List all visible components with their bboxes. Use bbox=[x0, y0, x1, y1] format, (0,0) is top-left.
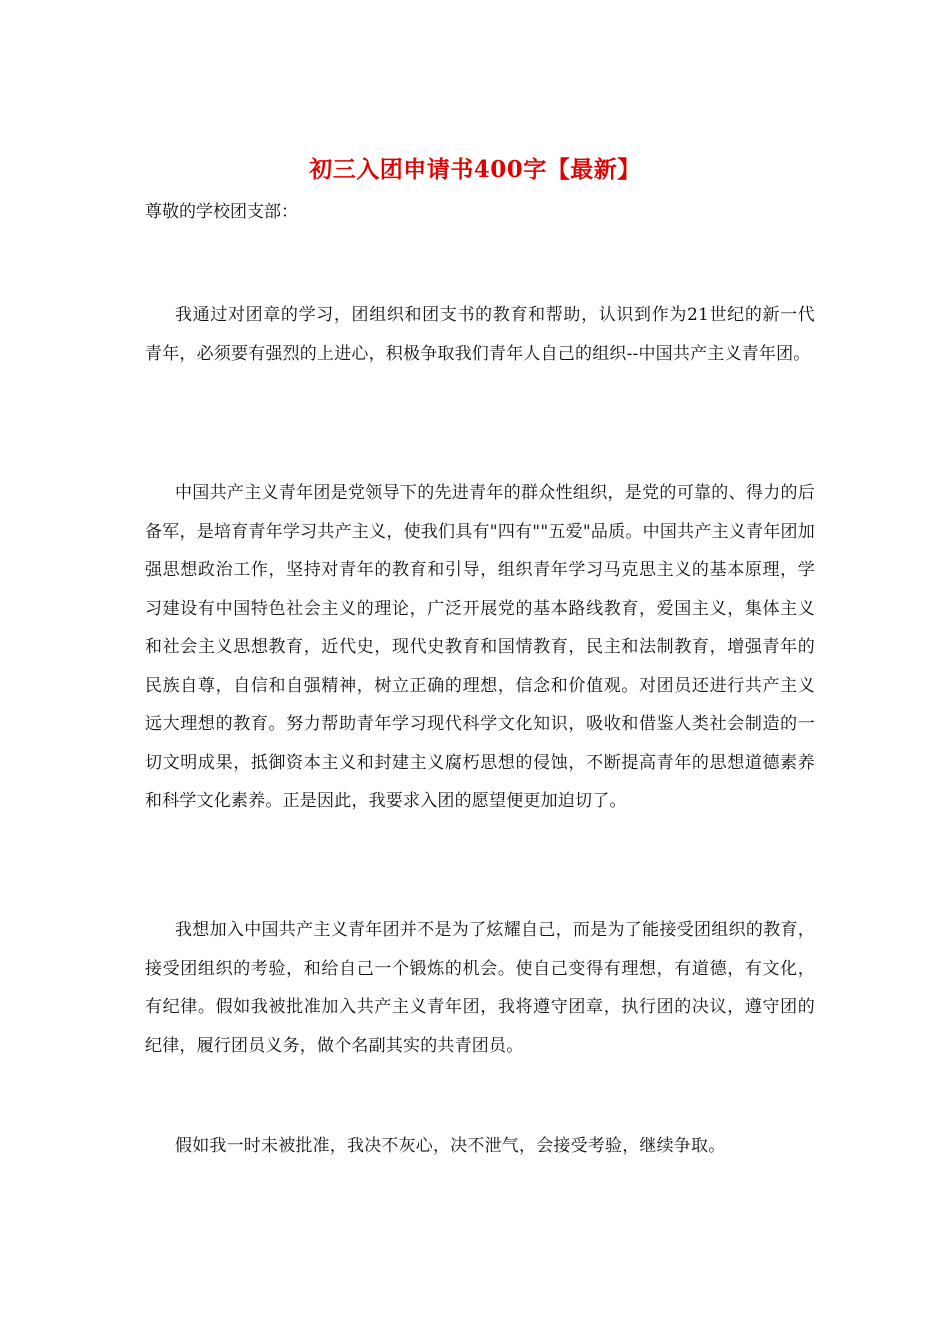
paragraph-1: 我通过对团章的学习，团组织和团支书的教育和帮助，认识到作为21世纪的新一代青年，必须要有强烈的上进心，积极争取我们青年人自己的组织--中国共产主义青年团。 bbox=[145, 305, 815, 364]
paragraph-2: 中国共产主义青年团是党领导下的先进青年的群众性组织，是党的可靠的、得力的后备军，是培育青年学习共产主义，使我们具有"四有""五爱"品质。中国共产主义青年团加强思想政治工作，坚持对青年的教育和引导，组织青年学习马克思主义的基本原理，学习建设有中国特色社会主义的理论，广泛开展党的基本路线教育，爱国主义，集体主义和社会主义思想教育，近代史，现代史教育和国情教育，民主和法制教育，增强青年的民族自尊，自信和自强精神，树立正确的理想，信念和价值观。对团员还进行共产主义远大理想的教育。努力帮助青年学习现代科学文化知识，吸收和借鉴人类社会制造的一切文明成果，抵御资本主义和封建主义腐朽思想的侵蚀，不断提高青年的思想道德素养和科学文化素养。正是因此，我要求入团的愿望便更加迫切了。 bbox=[145, 483, 815, 811]
paragraph-4: 假如我一时未被批准，我决不灰心，决不泄气，会接受考验，继续争取。 bbox=[175, 1136, 726, 1156]
salutation: 尊敬的学校团支部： bbox=[145, 202, 298, 222]
paragraph-3: 我想加入中国共产主义青年团并不是为了炫耀自己，而是为了能接受团组织的教育，接受团组织的考验，和给自己一个锻炼的机会。使自己变得有理想，有道德，有文化，有纪律。假如我被批准加入共产主义青年团，我将遵守团章，执行团的决议，遵守团的纪律，履行团员义务，做个名副其实的共青团员。 bbox=[145, 920, 815, 1056]
document-title: 初三入团申请书400字【最新】 bbox=[309, 156, 641, 183]
